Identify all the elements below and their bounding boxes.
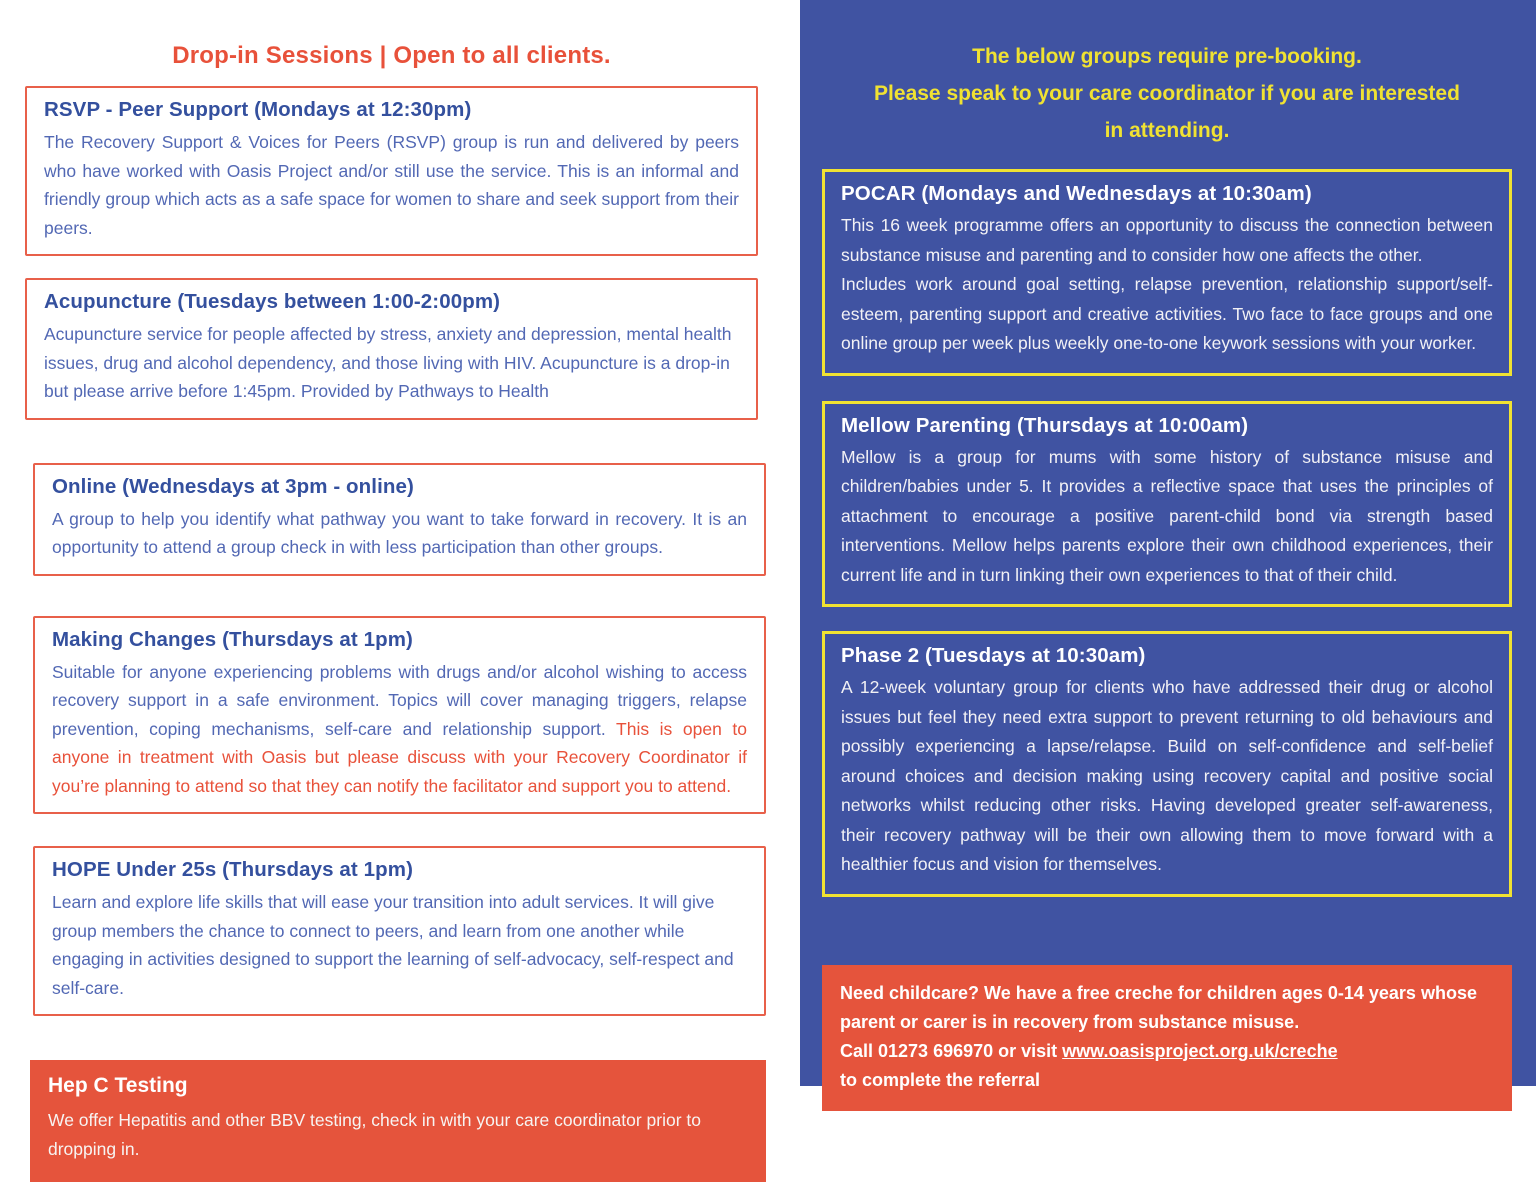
acupuncture-heading: Acupuncture (Tuesdays between 1:00-2:00pm) bbox=[44, 290, 501, 313]
rsvp-peer-support-box bbox=[25, 86, 758, 256]
hope-under-25s-box bbox=[33, 846, 766, 1016]
creche-line1: Need childcare? We have a free creche for children ages 0-14 years whose parent or carer is in recovery from substance misuse. bbox=[840, 982, 1477, 1032]
making-changes-box bbox=[33, 616, 766, 815]
rsvp-heading: RSVP - Peer Support (Mondays at 12:30pm) bbox=[44, 98, 472, 121]
mellow-parenting-heading: Mellow Parenting (Thursdays at 10:00am) bbox=[841, 413, 1249, 437]
making-changes-description-main: Suitable for anyone experiencing problems with drugs and/or alcohol wishing to access recovery support in a safe environment. Topics will cover managing triggers, relapse prevention, coping mechanisms, self-care and relationship support. bbox=[52, 661, 747, 739]
pocar-box bbox=[822, 169, 1512, 376]
creche-info-box bbox=[822, 965, 1512, 1111]
online-group-box bbox=[33, 463, 766, 576]
making-changes-description bbox=[52, 658, 747, 801]
pre-booking-header-line2: Please speak to your care coordinator if you are interested in attending. bbox=[874, 82, 1460, 142]
rsvp-description: The Recovery Support & Voices for Peers (RSVP) group is run and delivered by peers who have worked with Oasis Project and/or still use the service. This is an informal and friendly group which acts as a safe space for women to share and seek support from their peers. bbox=[44, 132, 739, 238]
hope-heading: HOPE Under 25s (Thursdays at 1pm) bbox=[52, 858, 414, 881]
phase-2-heading: Phase 2 (Tuesdays at 10:30am) bbox=[841, 644, 1146, 667]
making-changes-description-highlight: This is open to anyone in treatment with Oasis but please discuss with your Recovery Coordinator if you’re planning to attend so that they can notify the facilitator and support you to attend. bbox=[52, 718, 747, 796]
mellow-parenting-box bbox=[822, 401, 1512, 608]
hope-description: Learn and explore life skills that will ease your transition into adult services. It will give group members the chance to connect to peers, and learn from one another while engaging in activities designed to support the learning of self-advocacy, self-respect and self-care. bbox=[52, 892, 734, 998]
pre-booking-panel bbox=[800, 0, 1536, 1090]
pocar-description-part1: This 16 week programme offers an opportunity to discuss the connection between substance misuse and parenting and to consider how one affects the other. bbox=[841, 215, 1493, 265]
drop-in-sessions-title: Drop-in Sessions | Open to all clients. bbox=[172, 42, 611, 69]
making-changes-heading: Making Changes (Thursdays at 1pm) bbox=[52, 627, 413, 651]
phase-2-box bbox=[822, 631, 1512, 897]
acupuncture-description: Acupuncture service for people affected by stress, anxiety and depression, mental health issues, drug and alcohol dependency, and those living with HIV. Acupuncture is a drop-in but please arrive before 1:45pm. Provided by Pathways to Health bbox=[44, 324, 732, 401]
pre-booking-header bbox=[822, 38, 1512, 149]
creche-call-prefix: Call 01273 696970 or visit bbox=[840, 1040, 1063, 1061]
creche-text bbox=[840, 979, 1494, 1095]
mellow-parenting-description: Mellow is a group for mums with some history of substance misuse and children/babies under 5. It provides a reflective space that uses the principles of attachment to encourage a positive parent-child bond via strength based interventions. Mellow helps parents explore their own childhood experiences, their current life and in turn linking their own experiences to that of their child. bbox=[841, 446, 1493, 585]
creche-link[interactable]: www.oasisproject.org.uk/creche bbox=[1062, 1040, 1338, 1061]
pocar-description-part2: Includes work around goal setting, relapse prevention, relationship support/self-esteem, parenting support and creative activities. Two face to face groups and one online group per week plus weekly one-to-one keywork sessions with your worker. bbox=[841, 274, 1493, 353]
pre-booking-header-line1: The below groups require pre-booking. bbox=[972, 45, 1362, 68]
hep-c-description: We offer Hepatitis and other BBV testing, check in with your care coordinator prior to dropping in. bbox=[48, 1110, 702, 1159]
acupuncture-box bbox=[25, 278, 758, 420]
hep-c-heading: Hep C Testing bbox=[48, 1074, 188, 1097]
hep-c-testing-box bbox=[30, 1060, 766, 1182]
online-description: A group to help you identify what pathway you want to take forward in recovery. It is an opportunity to attend a group check in with less participation than other groups. bbox=[52, 508, 747, 557]
phase-2-description: A 12-week voluntary group for clients who have addressed their drug or alcohol issues but feel they need extra support to prevent returning to old behaviours and possibly experiencing a lapse/relapse. Build on self-confidence and self-belief around choices and decision making using recovery capital and positive social networks whilst reducing other risks. Having developed greater self-awareness, their recovery pathway will be their own allowing them to move forward with a healthier focus and vision for themselves. bbox=[841, 677, 1493, 874]
pocar-heading: POCAR (Mondays and Wednesdays at 10:30am) bbox=[841, 182, 1312, 205]
online-heading: Online (Wednesdays at 3pm - online) bbox=[52, 474, 414, 498]
creche-line3: to complete the referral bbox=[840, 1069, 1041, 1090]
